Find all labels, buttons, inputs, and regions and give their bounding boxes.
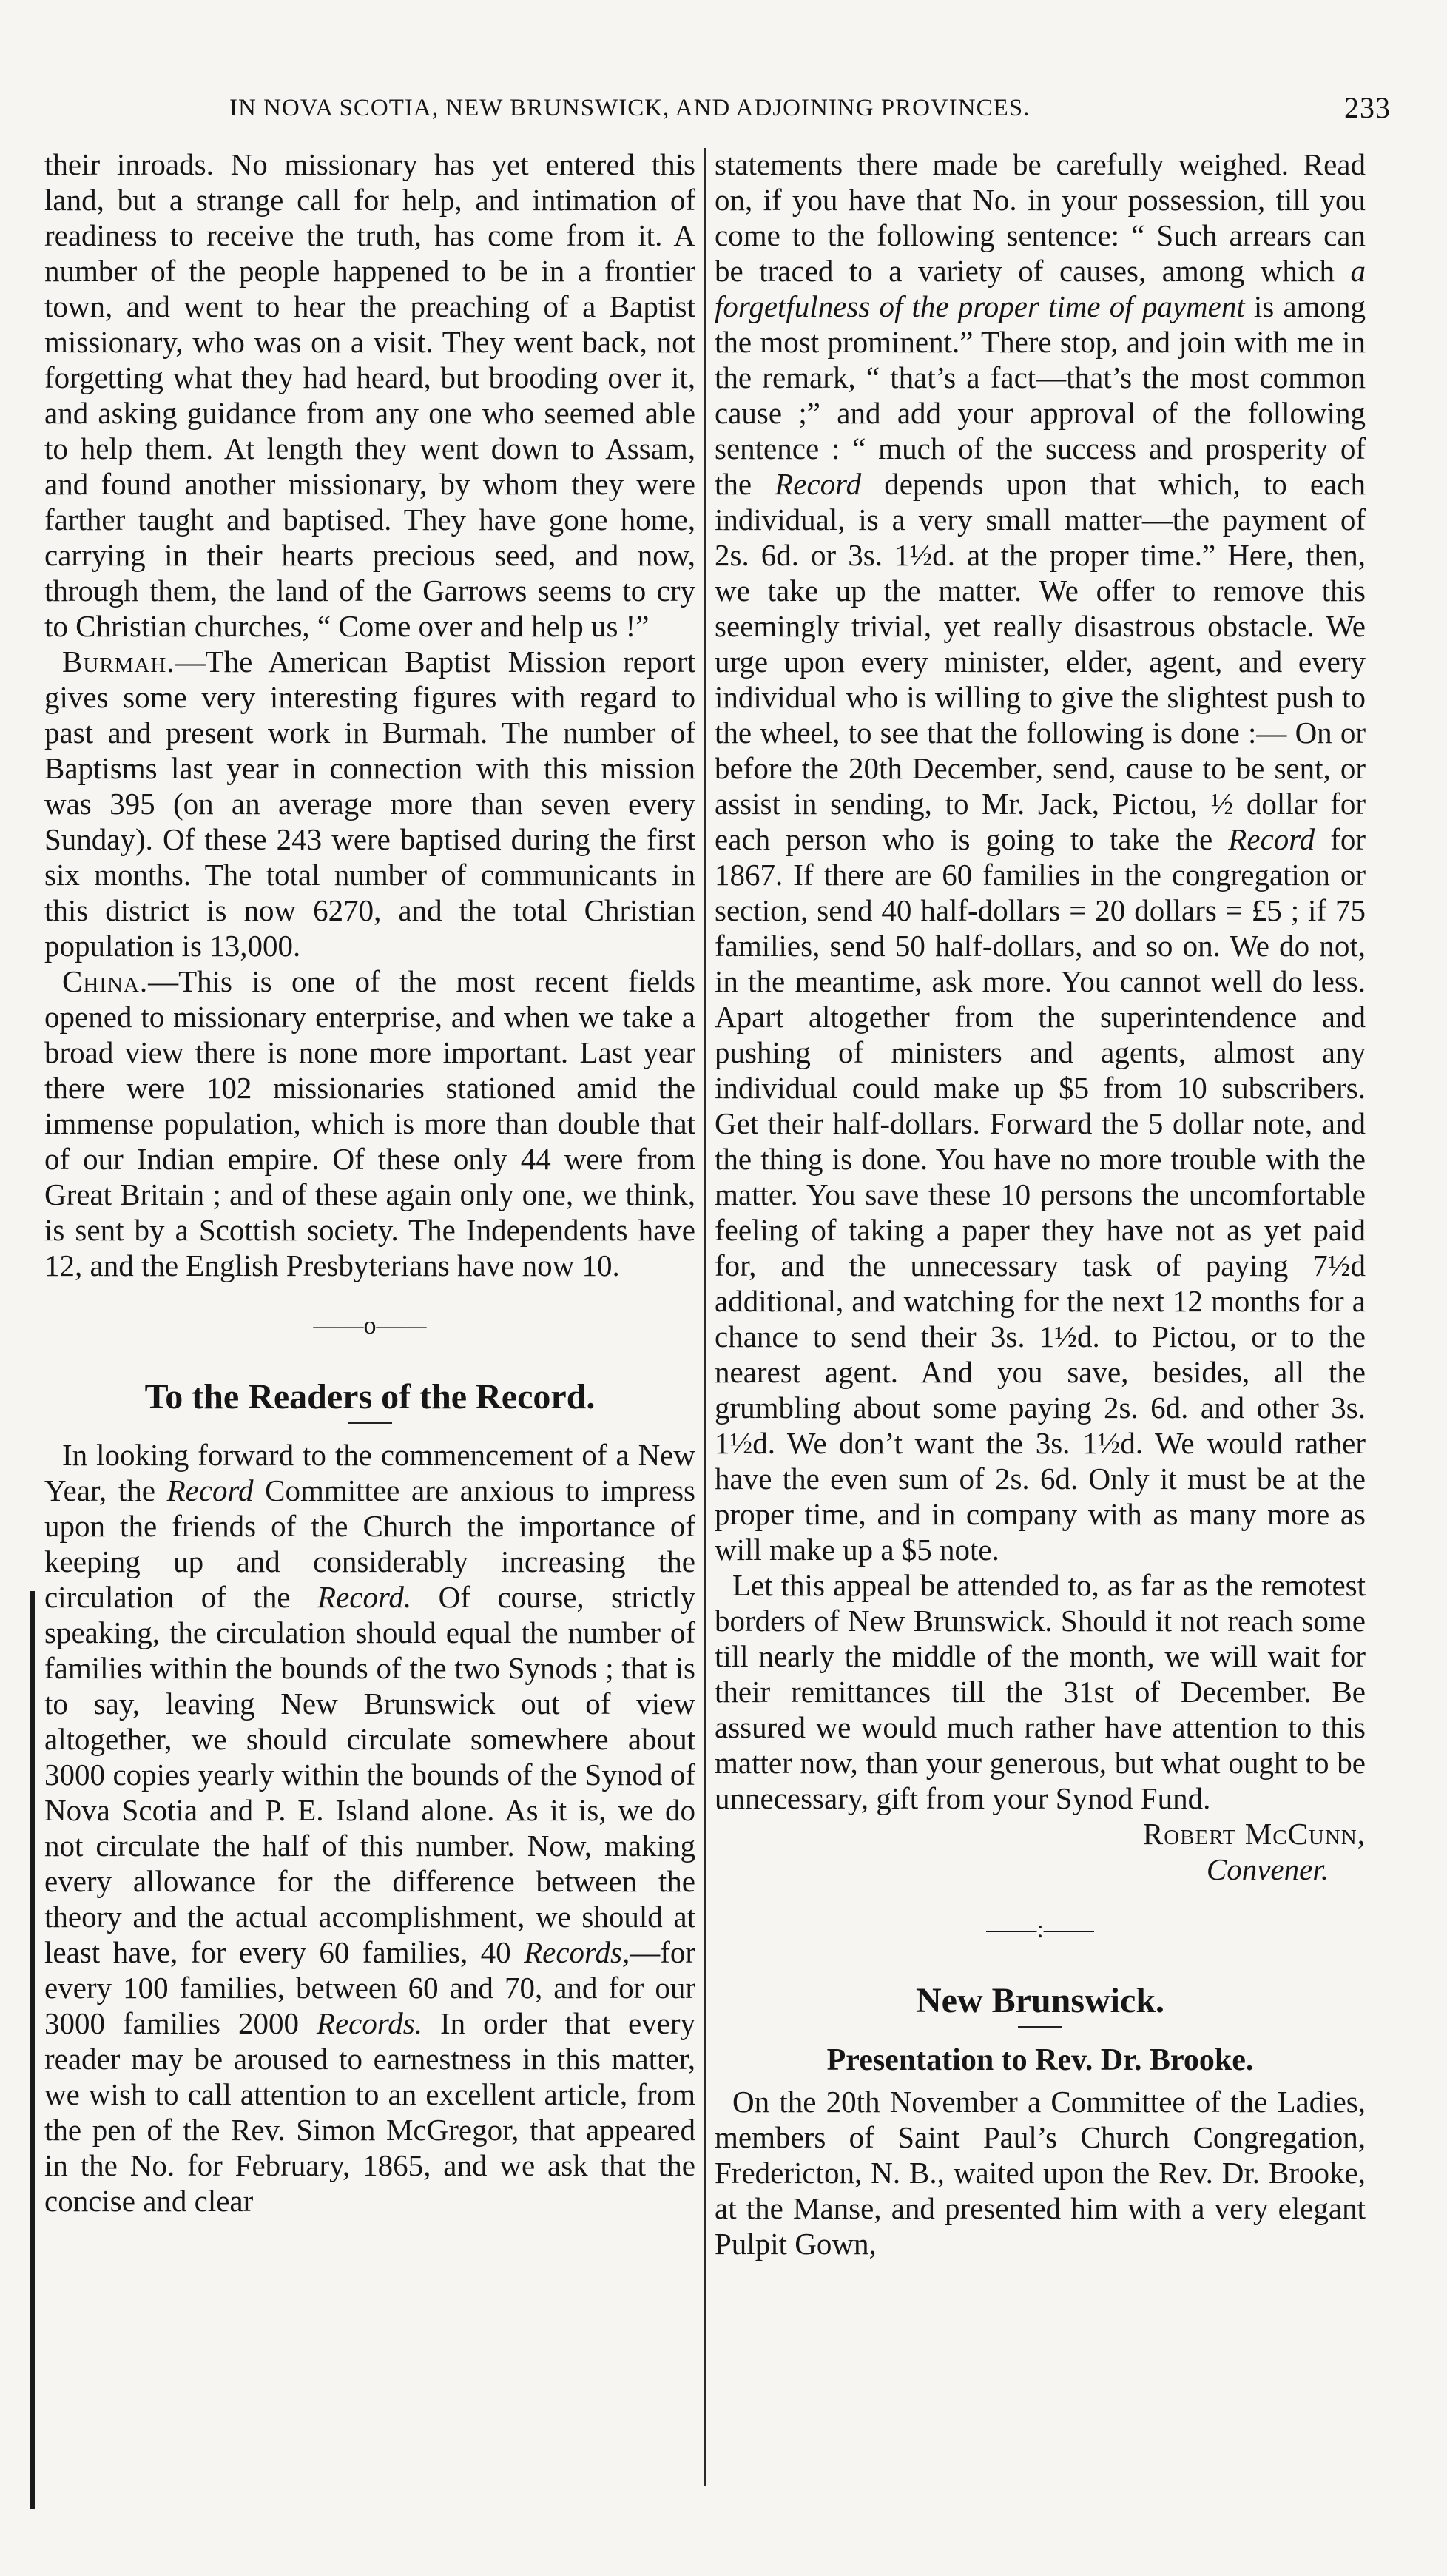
burmah-text: —The American Baptist Mission report gives some very interesting figures with regard to past and present work in Burmah. The number of Baptisms last year in connection with this mission was 395 (on an average more than seven every Sunday). Of these 243 were baptised during the first six months. The total number of communicants in this district is now 6270, and the total Christian population is 13,000. [44, 645, 695, 963]
subsection-title-presentation: Presentation to Rev. Dr. Brooke. [826, 2043, 1254, 2077]
paragraph-readers: In looking forward to the commencement of a New Year, the Record Committee are anxious to impress upon the friends of the Church the importance of keeping up and considerably increasing the circulation of the Record. Of course, strictly speaking, the circulation should equal the number of families within the bounds of the two Synods ; that is to say, leaving New Brunswick out of view altogether, we should circulate somewhere about 3000 copies yearly within the bounds of the Synod of Nova Scotia and P. E. Island alone. As it is, we do not circulate the half of this number. Now, making every allowance for the difference between the theory and the actual accomplishment, we should at least have, for every 60 families, 40 Records,—for every 100 families, between 60 and 70, and for our 3000 families 2000 Records. In order that every reader may be aroused to earnestness in this matter, we wish to call attention to an excellent article, from the pen of the Rev. Simon McGregor, that appeared in the No. for February, 1865, and we ask that the concise and clear [44, 1438, 696, 2218]
china-label: China. [62, 964, 149, 998]
page-number: 233 [1344, 91, 1391, 124]
right-column [715, 147, 1366, 2261]
signature-role: Convener. [1206, 1852, 1329, 1886]
paragraph-presentation: On the 20th November a Committee of the Ladies, members of Saint Paul’s Church Congregation, Fredericton, N. B., waited upon the Rev. Dr. Brooke, at the Manse, and presented him with a very elegant Pulpit Gown, [715, 2085, 1366, 2261]
column-divider [704, 148, 706, 2486]
paragraph-appeal: Let this appeal be attended to, as far as the remotest borders of New Brunswick. Should it not reach some till nearly the middle of the month, we will wait for their remittances till the 31st of December. Be assured we would much rather have attention to this matter now, than your generous, but what ought to be unnecessary, gift from your Synod Fund. [715, 1568, 1366, 1815]
margin-bar [30, 1591, 35, 2509]
paragraph-china [44, 964, 695, 1283]
title-rule-right [1018, 2026, 1062, 2028]
paragraph-continuation: statements there made be carefully weighed. Read on, if you have that No. in your possession, till you come to the following sentence: “ Such arrears can be traced to a variety of causes, among which a forgetfulness of the proper time of payment is among the most prominent.” There stop, and join with me in the remark, “ that’s a fact—that’s the most common cause ;” and add your approval of the following sentence : “ much of the success and prosperity of the Record depends upon that which, to each individual, is a very small matter—the payment of 2s. 6d. or 3s. 1½d. at the proper time.” Here, then, we take up the matter. We offer to remove this seemingly trivial, yet really disastrous obstacle. We urge upon every minister, elder, agent, and every individual who is willing to give the slightest push to the wheel, to see that the following is done :— On or before the 20th December, send, cause to be sent, or assist in sending, to Mr. Jack, Pictou, ½ dollar for each person who is going to take the Record for 1867. If there are 60 families in the congregation or section, send 40 half-dollars = 20 dollars = £5 ; if 75 families, send 50 half-dollars, and so on. We do not, in the meantime, ask more. You cannot well do less. Apart altogether from the superintendence and pushing of ministers and agents, almost any individual could make up $5 from 10 subscribers. Get their half-dollars. Forward the 5 dollar note, and the thing is done. You have no more trouble with the matter. You save these 10 persons the uncomfortable feeling of taking a paper they have not as yet paid for, and the unnecessary task of paying 7½d additional, and watching for the next 12 months for a chance to send their 3s. 1½d. to Pictou, or to the nearest agent. And you save, besides, all the grumbling about some paying 2s. 6d. and other 3s. 1½d. We don’t want the 3s. 1½d. We would rather have the even sum of 2s. 6d. Only it must be at the proper time, and in company with as many more as will make up a $5 note. [715, 147, 1366, 1567]
running-title: IN NOVA SCOTIA, NEW BRUNSWICK, AND ADJOINING PROVINCES. [229, 95, 1031, 121]
burmah-label: Burmah. [62, 645, 175, 679]
section-title-new-brunswick: New Brunswick. [915, 1981, 1165, 2020]
signature-name: Robert McCunn, [1142, 1817, 1366, 1851]
paragraph-garrows: their inroads. No missionary has yet entered this land, but a strange call for help, and intimation of readiness to receive the truth, has come from it. A number of the people happened to be in a frontier town, and went to hear the preaching of a Baptist missionary, who was on a visit. They went back, not forgetting what they had heard, but brooding over it, and asking guidance from any one who seemed able to help them. At length they went down to Assam, and found another missionary, by whom they were farther taught and baptised. They have gone home, carrying in their hearts precious seed, and now, through them, the land of the Garrows seems to cry to Christian churches, “ Come over and help us !” [44, 147, 695, 643]
section-ornament: ——o—— [313, 1312, 427, 1339]
section-title-readers: To the Readers of the Record. [144, 1377, 596, 1416]
paragraph-burmah [44, 644, 695, 964]
china-text: —This is one of the most recent fields opened to missionary enterprise, and when we take a broad view there is none more important. Last year there were 102 missionaries stationed amid the immense population, which is more than double that of our Indian empire. Of these only 44 were from Great Britain ; and of these again only one, we think, is sent by a Scottish society. The Independents have 12, and the English Presbyterians have now 10. [44, 964, 695, 1282]
title-rule [348, 1422, 392, 1424]
left-column [44, 147, 695, 2219]
section-ornament-right: ——:—— [986, 1916, 1094, 1943]
